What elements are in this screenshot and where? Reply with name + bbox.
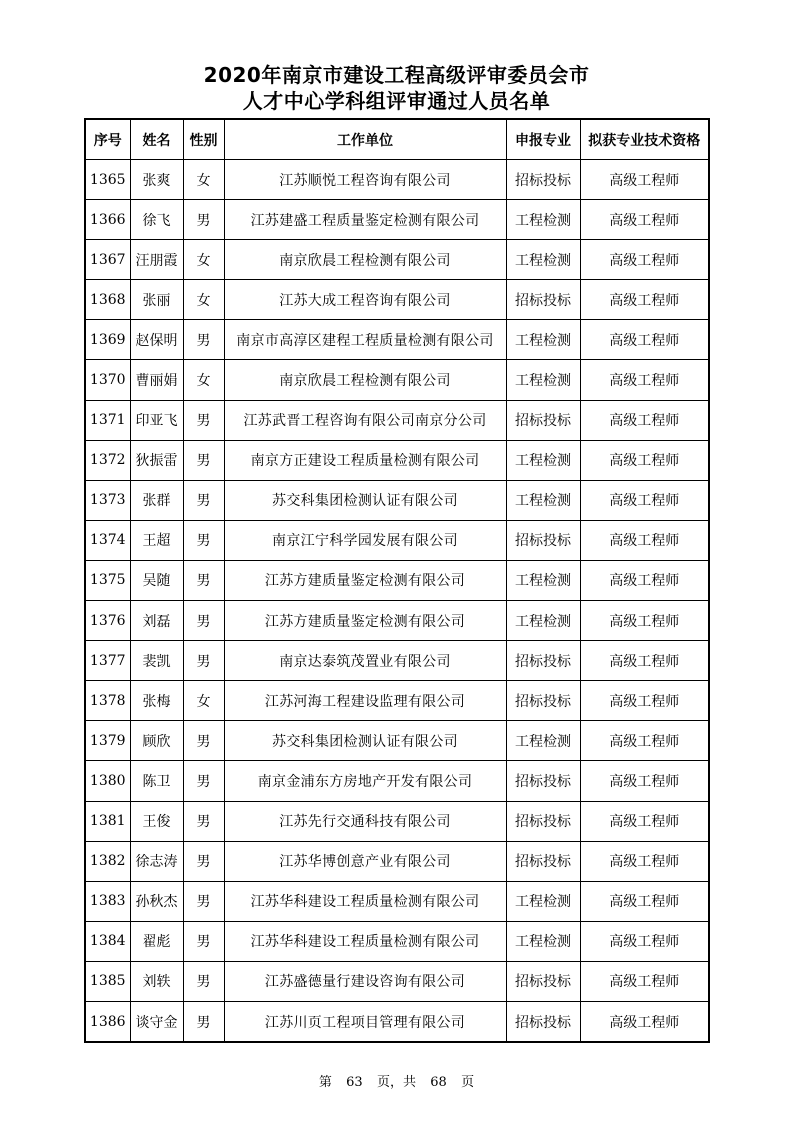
cell-qualification: 高级工程师 <box>580 721 709 761</box>
cell-serial-number: 1377 <box>85 641 130 681</box>
cell-name: 谈守金 <box>130 1001 183 1042</box>
cell-gender: 男 <box>183 440 224 480</box>
table-header-row <box>85 119 709 160</box>
table-row <box>85 480 709 520</box>
cell-gender: 男 <box>183 400 224 440</box>
table-row <box>85 961 709 1001</box>
cell-name: 张爽 <box>130 160 183 200</box>
cell-work-unit: 江苏建盛工程质量鉴定检测有限公司 <box>224 200 506 240</box>
footer-page-total: 68 <box>430 1075 447 1090</box>
table-row <box>85 641 709 681</box>
footer-page-number: 63 <box>346 1075 363 1090</box>
cell-declared-major: 工程检测 <box>506 721 580 761</box>
cell-serial-number: 1375 <box>85 560 130 600</box>
cell-name: 王超 <box>130 520 183 560</box>
header-serial-number: 序号 <box>85 119 130 160</box>
cell-work-unit: 苏交科集团检测认证有限公司 <box>224 721 506 761</box>
cell-declared-major: 工程检测 <box>506 921 580 961</box>
cell-qualification: 高级工程师 <box>580 240 709 280</box>
cell-serial-number: 1378 <box>85 681 130 721</box>
cell-declared-major: 招标投标 <box>506 841 580 881</box>
cell-qualification: 高级工程师 <box>580 360 709 400</box>
cell-work-unit: 南京达泰筑茂置业有限公司 <box>224 641 506 681</box>
cell-work-unit: 江苏河海工程建设监理有限公司 <box>224 681 506 721</box>
cell-serial-number: 1367 <box>85 240 130 280</box>
cell-qualification: 高级工程师 <box>580 160 709 200</box>
cell-name: 徐飞 <box>130 200 183 240</box>
table-row <box>85 240 709 280</box>
cell-serial-number: 1365 <box>85 160 130 200</box>
cell-qualification: 高级工程师 <box>580 1001 709 1042</box>
page-footer <box>0 1074 793 1092</box>
cell-declared-major: 招标投标 <box>506 801 580 841</box>
cell-name: 曹丽娟 <box>130 360 183 400</box>
cell-work-unit: 南京金浦东方房地产开发有限公司 <box>224 761 506 801</box>
cell-qualification: 高级工程师 <box>580 440 709 480</box>
cell-work-unit: 江苏川页工程项目管理有限公司 <box>224 1001 506 1042</box>
cell-gender: 男 <box>183 801 224 841</box>
table-row <box>85 200 709 240</box>
cell-serial-number: 1372 <box>85 440 130 480</box>
cell-declared-major: 招标投标 <box>506 280 580 320</box>
cell-gender: 男 <box>183 881 224 921</box>
cell-serial-number: 1383 <box>85 881 130 921</box>
cell-serial-number: 1379 <box>85 721 130 761</box>
cell-qualification: 高级工程师 <box>580 641 709 681</box>
header-name: 姓名 <box>130 119 183 160</box>
table-row <box>85 801 709 841</box>
table-row <box>85 360 709 400</box>
cell-work-unit: 江苏顺悦工程咨询有限公司 <box>224 160 506 200</box>
cell-gender: 男 <box>183 601 224 641</box>
header-declared-major: 申报专业 <box>506 119 580 160</box>
cell-work-unit: 江苏华博创意产业有限公司 <box>224 841 506 881</box>
cell-qualification: 高级工程师 <box>580 480 709 520</box>
cell-gender: 女 <box>183 240 224 280</box>
cell-qualification: 高级工程师 <box>580 881 709 921</box>
cell-qualification: 高级工程师 <box>580 761 709 801</box>
table-row <box>85 921 709 961</box>
cell-gender: 男 <box>183 921 224 961</box>
cell-declared-major: 工程检测 <box>506 881 580 921</box>
document-title-line-1: 2020年南京市建设工程高级评审委员会市 <box>203 63 590 87</box>
table-row <box>85 681 709 721</box>
table-row <box>85 280 709 320</box>
cell-gender: 男 <box>183 560 224 600</box>
cell-declared-major: 工程检测 <box>506 360 580 400</box>
cell-name: 汪朋霞 <box>130 240 183 280</box>
table-row <box>85 1001 709 1042</box>
cell-name: 裴凯 <box>130 641 183 681</box>
cell-name: 赵保明 <box>130 320 183 360</box>
cell-declared-major: 工程检测 <box>506 200 580 240</box>
cell-declared-major: 招标投标 <box>506 761 580 801</box>
cell-name: 翟彪 <box>130 921 183 961</box>
cell-declared-major: 工程检测 <box>506 440 580 480</box>
cell-work-unit: 南京欣晨工程检测有限公司 <box>224 360 506 400</box>
cell-qualification: 高级工程师 <box>580 601 709 641</box>
cell-qualification: 高级工程师 <box>580 560 709 600</box>
cell-name: 刘磊 <box>130 601 183 641</box>
footer-page-middle: 页，共 <box>376 1075 416 1090</box>
cell-declared-major: 招标投标 <box>506 681 580 721</box>
cell-declared-major: 招标投标 <box>506 1001 580 1042</box>
cell-declared-major: 工程检测 <box>506 240 580 280</box>
cell-gender: 男 <box>183 480 224 520</box>
cell-gender: 男 <box>183 641 224 681</box>
cell-qualification: 高级工程师 <box>580 841 709 881</box>
cell-gender: 男 <box>183 761 224 801</box>
cell-serial-number: 1369 <box>85 320 130 360</box>
cell-qualification: 高级工程师 <box>580 400 709 440</box>
cell-work-unit: 江苏先行交通科技有限公司 <box>224 801 506 841</box>
cell-declared-major: 招标投标 <box>506 400 580 440</box>
cell-name: 顾欣 <box>130 721 183 761</box>
cell-work-unit: 南京江宁科学园发展有限公司 <box>224 520 506 560</box>
cell-work-unit: 江苏盛德量行建设咨询有限公司 <box>224 961 506 1001</box>
header-gender: 性别 <box>183 119 224 160</box>
cell-serial-number: 1382 <box>85 841 130 881</box>
cell-declared-major: 工程检测 <box>506 480 580 520</box>
cell-qualification: 高级工程师 <box>580 280 709 320</box>
cell-serial-number: 1385 <box>85 961 130 1001</box>
cell-qualification: 高级工程师 <box>580 921 709 961</box>
cell-serial-number: 1386 <box>85 1001 130 1042</box>
cell-qualification: 高级工程师 <box>580 520 709 560</box>
cell-work-unit: 南京市高淳区建程工程质量检测有限公司 <box>224 320 506 360</box>
cell-gender: 男 <box>183 721 224 761</box>
cell-declared-major: 招标投标 <box>506 520 580 560</box>
table-row <box>85 320 709 360</box>
cell-gender: 男 <box>183 520 224 560</box>
cell-declared-major: 工程检测 <box>506 560 580 600</box>
table-row <box>85 881 709 921</box>
personnel-table <box>84 118 710 1043</box>
table-row <box>85 761 709 801</box>
footer-page-prefix: 第 <box>318 1075 332 1090</box>
table-row <box>85 841 709 881</box>
cell-declared-major: 招标投标 <box>506 160 580 200</box>
cell-work-unit: 江苏大成工程咨询有限公司 <box>224 280 506 320</box>
cell-name: 张丽 <box>130 280 183 320</box>
cell-serial-number: 1366 <box>85 200 130 240</box>
cell-gender: 女 <box>183 280 224 320</box>
cell-name: 徐志涛 <box>130 841 183 881</box>
cell-serial-number: 1374 <box>85 520 130 560</box>
cell-gender: 女 <box>183 160 224 200</box>
cell-declared-major: 招标投标 <box>506 961 580 1001</box>
cell-work-unit: 南京欣晨工程检测有限公司 <box>224 240 506 280</box>
cell-serial-number: 1381 <box>85 801 130 841</box>
cell-gender: 女 <box>183 681 224 721</box>
cell-name: 刘轶 <box>130 961 183 1001</box>
cell-qualification: 高级工程师 <box>580 961 709 1001</box>
cell-gender: 男 <box>183 1001 224 1042</box>
cell-declared-major: 工程检测 <box>506 320 580 360</box>
table-row <box>85 601 709 641</box>
table-body <box>85 160 709 1043</box>
cell-name: 张梅 <box>130 681 183 721</box>
cell-qualification: 高级工程师 <box>580 200 709 240</box>
cell-declared-major: 工程检测 <box>506 601 580 641</box>
table-row <box>85 721 709 761</box>
document-title-line-2: 人才中心学科组评审通过人员名单 <box>242 89 551 113</box>
cell-name: 孙秋杰 <box>130 881 183 921</box>
cell-serial-number: 1370 <box>85 360 130 400</box>
cell-work-unit: 江苏方建质量鉴定检测有限公司 <box>224 560 506 600</box>
cell-gender: 男 <box>183 841 224 881</box>
header-qualification: 拟获专业技术资格 <box>580 119 709 160</box>
cell-name: 印亚飞 <box>130 400 183 440</box>
cell-gender: 女 <box>183 360 224 400</box>
cell-serial-number: 1371 <box>85 400 130 440</box>
cell-qualification: 高级工程师 <box>580 320 709 360</box>
table-row <box>85 400 709 440</box>
cell-name: 张群 <box>130 480 183 520</box>
cell-work-unit: 江苏华科建设工程质量检测有限公司 <box>224 921 506 961</box>
cell-gender: 男 <box>183 961 224 1001</box>
cell-serial-number: 1380 <box>85 761 130 801</box>
cell-serial-number: 1384 <box>85 921 130 961</box>
table-row <box>85 520 709 560</box>
table-row <box>85 560 709 600</box>
cell-name: 吴随 <box>130 560 183 600</box>
cell-serial-number: 1376 <box>85 601 130 641</box>
cell-declared-major: 招标投标 <box>506 641 580 681</box>
cell-serial-number: 1368 <box>85 280 130 320</box>
cell-name: 陈卫 <box>130 761 183 801</box>
cell-qualification: 高级工程师 <box>580 681 709 721</box>
footer-page-suffix: 页 <box>461 1075 475 1090</box>
cell-work-unit: 江苏华科建设工程质量检测有限公司 <box>224 881 506 921</box>
cell-name: 狄振雷 <box>130 440 183 480</box>
cell-name: 王俊 <box>130 801 183 841</box>
cell-serial-number: 1373 <box>85 480 130 520</box>
table-row <box>85 160 709 200</box>
cell-work-unit: 南京方正建设工程质量检测有限公司 <box>224 440 506 480</box>
cell-gender: 男 <box>183 320 224 360</box>
table-row <box>85 440 709 480</box>
cell-work-unit: 江苏方建质量鉴定检测有限公司 <box>224 601 506 641</box>
header-work-unit: 工作单位 <box>224 119 506 160</box>
cell-gender: 男 <box>183 200 224 240</box>
cell-work-unit: 江苏武晋工程咨询有限公司南京分公司 <box>224 400 506 440</box>
cell-qualification: 高级工程师 <box>580 801 709 841</box>
cell-work-unit: 苏交科集团检测认证有限公司 <box>224 480 506 520</box>
